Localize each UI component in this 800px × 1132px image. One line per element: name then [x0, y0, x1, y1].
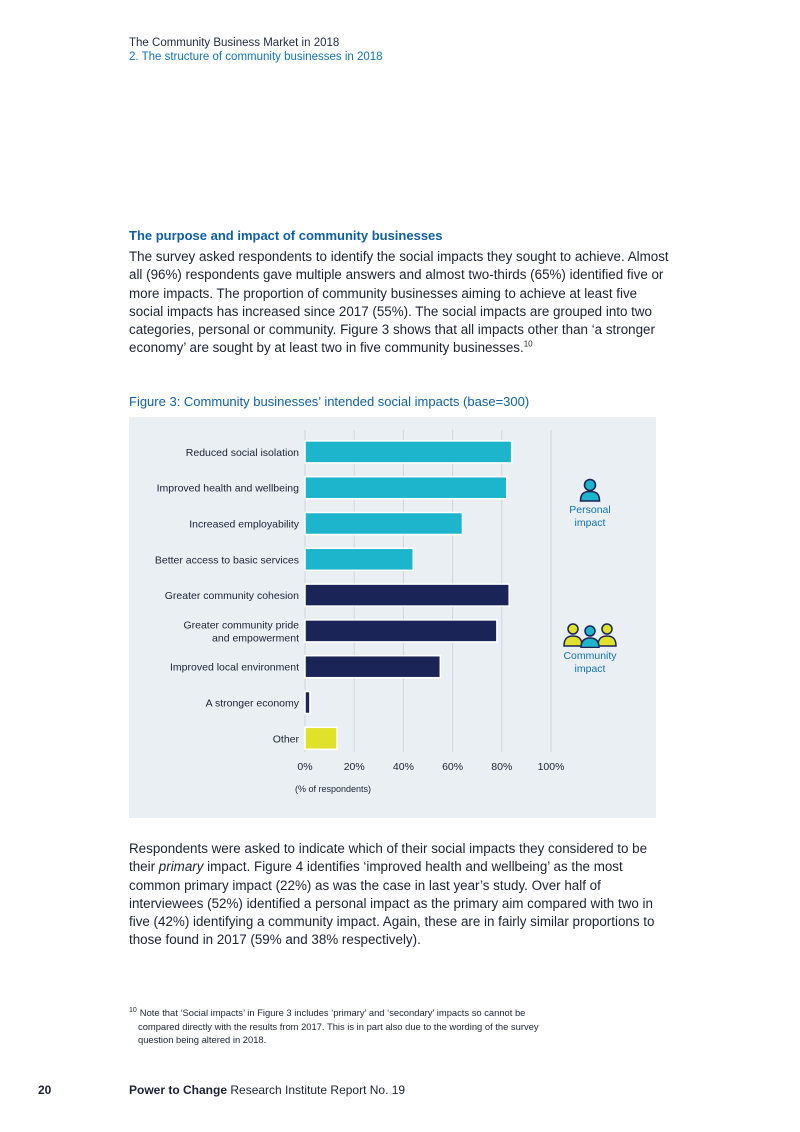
- footnote-line-2: compared directly with the results from 2017. This is in part also due to the wording of the survey: [138, 1020, 539, 1032]
- category-label: [206, 698, 300, 710]
- legend-personal: [557, 478, 623, 530]
- footnote-line-1: Note that ‘Social impacts’ in Figure 3 includes ‘primary’ and ‘secondary’ impacts so cannot be: [139, 1007, 526, 1018]
- category-label-line: A stronger economy: [205, 697, 299, 710]
- category-label-line: Greater community cohesion: [164, 590, 299, 603]
- section-title: 2. The structure of community businesses in 2018: [129, 51, 383, 63]
- category-label-line: Other: [272, 733, 299, 746]
- category-label-line: Reduced social isolation: [185, 446, 299, 459]
- bar: [305, 620, 497, 642]
- brand-name: Power to Change: [129, 1083, 228, 1097]
- category-label-line: Improved health and wellbeing: [156, 482, 299, 495]
- running-head: [129, 36, 383, 64]
- category-label-line: Improved local environment: [170, 661, 299, 674]
- bar: [305, 656, 440, 678]
- footnote-ref: 10: [523, 340, 533, 350]
- x-tick-label: 80%: [491, 761, 513, 774]
- category-label-line: Increased employability: [189, 518, 299, 531]
- category-label: [155, 554, 299, 566]
- bar: [305, 727, 337, 749]
- x-tick-label: 20%: [343, 761, 365, 774]
- intro-paragraph: [129, 248, 669, 358]
- bar: [305, 548, 413, 570]
- bar: [305, 584, 509, 606]
- figure-caption: Figure 3: Community businesses’ intended social impacts (base=300): [129, 394, 530, 409]
- category-label-line: Better access to basic services: [154, 554, 299, 567]
- bar: [305, 441, 512, 463]
- primary-impact-text-2: impact. Figure 4 identifies ‘improved health and wellbeing’ as the most common primary impact (22%) as was the case in last year’s study. Over half of interviewees (52%) identified a personal impact as the primary aim compared with two in five (42%) identifying a community impact. Again, these are in fairly similar proportions to those found in 2017 (59% and 38% respectively).: [129, 859, 655, 948]
- legend-personal-line2: impact: [574, 517, 606, 529]
- category-label: [170, 662, 299, 674]
- x-tick-label: 100%: [537, 761, 565, 774]
- legend-community-line2: impact: [574, 663, 606, 675]
- footnote-line-3: question being altered in 2018.: [138, 1034, 267, 1045]
- bar: [305, 692, 310, 714]
- x-tick-label: 40%: [392, 761, 414, 774]
- intro-paragraph-text: The survey asked respondents to identify the social impacts they sought to achieve. Almost all (96%) respondents gave multiple answers and almost two-thirds (65%) identified five or more impacts. The proportion of community businesses aiming to achieve at least five social impacts has increased since 2017 (55%). The social impacts are grouped into two categories, personal or community. Figure 3 shows that all impacts other than ‘a stronger economy’ are sought by at least two in five community businesses.: [129, 249, 669, 356]
- page-number: 20: [38, 1083, 52, 1097]
- primary-impact-text-1: Respondents were asked to indicate which of their social impacts they considered to be their: [129, 841, 648, 875]
- category-label: [183, 619, 299, 644]
- category-label-line: Greater community pride: [183, 619, 299, 632]
- x-axis-title: (% of respondents): [295, 784, 372, 795]
- category-label: [186, 447, 299, 459]
- category-label: [165, 590, 299, 602]
- footnote: [129, 1006, 649, 1047]
- primary-emphasis: primary: [158, 859, 204, 875]
- report-title: The Community Business Market in 2018: [129, 37, 340, 49]
- x-tick-label: 0%: [297, 761, 313, 774]
- group-icon: [562, 622, 618, 648]
- legend-community: [553, 622, 627, 676]
- category-label: [157, 483, 300, 495]
- bar: [305, 513, 462, 535]
- x-tick-label: 60%: [442, 761, 464, 774]
- person-icon: [578, 478, 602, 502]
- legend-community-line1: Community: [563, 650, 617, 662]
- legend-personal-line1: Personal: [569, 504, 611, 516]
- report-name: Research Institute Report No. 19: [227, 1083, 406, 1097]
- footnote-marker: 10: [129, 1006, 137, 1014]
- category-label: [189, 519, 299, 531]
- section-heading: The purpose and impact of community businesses: [129, 228, 443, 243]
- primary-impact-paragraph: [129, 840, 669, 950]
- footer-brand: [129, 1083, 405, 1097]
- bar: [305, 477, 507, 499]
- category-label-line: and empowerment: [212, 632, 299, 645]
- category-label: [273, 733, 300, 745]
